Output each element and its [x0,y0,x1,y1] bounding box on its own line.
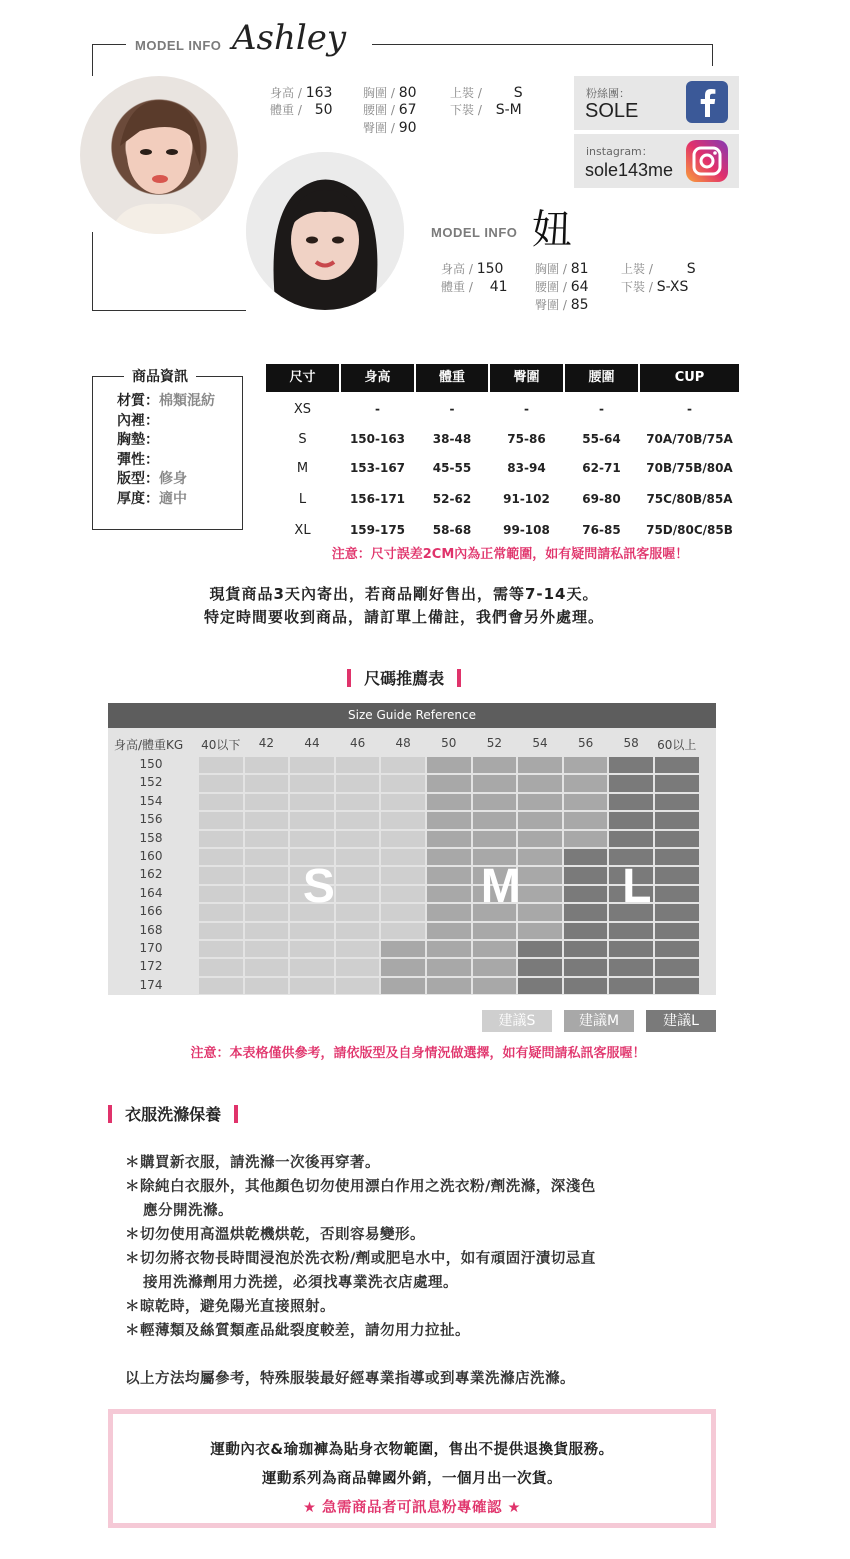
grid-cell-s [381,886,425,902]
weight-header: 52 [486,736,503,750]
guide-table [108,728,716,995]
grid-cell-s [336,831,380,847]
weight-header: 44 [304,736,320,750]
grid-cell-l [655,923,699,939]
height-label: 166 [139,904,163,919]
grid-cell-s [290,831,334,847]
title-bar-left [108,1105,112,1123]
grid-cell-l [518,978,562,994]
weight-header: 60以上 [657,738,697,752]
height-label: 174 [139,977,163,992]
grid-cell-m [518,849,562,865]
shipping-info [0,583,808,629]
model2-stat-hip: 臀圍 / 85 [535,297,589,313]
fb-name: SOLE [585,100,639,122]
fb-label: 粉絲團： [586,87,630,100]
instagram-box[interactable] [574,134,739,188]
grid-cell-m [427,812,471,828]
grid-cell-l [655,775,699,791]
model2-stat-bust: 胸圍 / 81 [535,261,589,277]
grid-cell-m [427,867,471,883]
size-cell: 69-80 [582,492,621,506]
grid-cell-m [381,978,425,994]
size-cell: 99-108 [503,523,550,537]
grid-cell-l [655,831,699,847]
grid-cell-s [290,794,334,810]
care-item: 接用洗滌劑用力洗搓，必須找專業洗衣店處理。 [143,1275,458,1291]
grid-cell-s [336,775,380,791]
grid-cell-l [655,757,699,773]
grid-cell-s [199,812,243,828]
model1-label: MODEL INFO [135,38,222,53]
grid-cell-s [245,959,289,975]
notice-line-3: ★ 急需商品者可訊息粉專確認 ★ [302,1500,522,1516]
size-cell: 159-175 [349,523,406,537]
size-table-header [266,364,739,392]
grid-cell-s [290,978,334,994]
model2-stat-weight: 體重 / 41 [441,279,508,295]
title-bar-right [457,669,461,687]
grid-cell-m [564,831,608,847]
height-label: 172 [139,959,163,974]
legend-m: 建議M [564,1010,634,1032]
ig-label: instagram： [586,145,653,158]
grid-cell-s [199,923,243,939]
size-cell: 45-55 [432,461,472,475]
grid-cell-m [427,978,471,994]
model1-name: Ashley [232,18,347,58]
grid-cell-s [199,849,243,865]
grid-cell-l [655,959,699,975]
grid-cell-l [564,923,608,939]
grid-cell-s [199,959,243,975]
product-row-elasticity: 彈性： [117,451,159,468]
height-label: 154 [139,793,163,808]
shipping-line-2: 特定時間要收到商品，請訂單上備註，我們會另外處理。 [203,608,604,626]
size-cell: - [375,402,380,416]
size-cell: - [599,402,604,416]
care-item: ＊除純白衣服外，其他顏色切勿使用漂白作用之洗衣粉/劑洗滌，深淺色 [125,1179,596,1195]
frame-line [92,232,93,310]
size-cell: 75C/80B/85A [646,492,733,506]
grid-cell-m [518,775,562,791]
grid-cell-m [473,757,517,773]
grid-cell-s [336,904,380,920]
grid-cell-m [564,794,608,810]
grid-cell-s [381,923,425,939]
grid-cell-s [381,812,425,828]
grid-cell-l [655,978,699,994]
size-note: 注意：尺寸誤差2CM內為正常範圍，如有疑問請私訊客服喔！ [331,547,689,562]
grid-cell-l [609,794,653,810]
height-label: 152 [139,775,163,790]
grid-cell-l [564,959,608,975]
weight-header: 58 [623,736,639,750]
size-cell: - [524,402,529,416]
guide-note: 注意：本表格僅供參考，請依版型及自身情況做選擇，如有疑問請私訊客服喔！ [190,1046,646,1061]
grid-cell-l [518,959,562,975]
grid-cell-s [381,794,425,810]
grid-cell-m [427,886,471,902]
grid-cell-l [609,959,653,975]
notice-line-1: 運動內衣&瑜珈褲為貼身衣物範圍，售出不提供退換貨服務。 [210,1442,614,1458]
model1-stat-waist: 腰圍 / 67 [363,102,417,118]
grid-cell-m [427,831,471,847]
grid-cell-s [336,978,380,994]
grid-cell-s [199,794,243,810]
grid-cell-s [381,757,425,773]
height-label: 150 [139,757,163,771]
size-cell: 62-71 [582,461,621,475]
model1-stat-height: 身高 / 163 [270,85,333,101]
grid-cell-s [199,757,243,773]
grid-cell-l [564,904,608,920]
grid-cell-m [427,849,471,865]
grid-cell-m [518,831,562,847]
grid-cell-s [245,978,289,994]
size-cell: XS [293,402,312,417]
grid-cell-s [381,904,425,920]
grid-cell-m [381,941,425,957]
grid-cell-l [564,941,608,957]
grid-cell-m [427,923,471,939]
grid-cell-s [245,775,289,791]
size-cell: 150-163 [349,432,406,446]
model2-stat-waist: 腰圍 / 64 [535,279,589,295]
grid-cell-s [336,849,380,865]
grid-cell-s [245,867,289,883]
zone-label-l: L [622,860,654,914]
grid-cell-m [427,794,471,810]
product-info-list [117,392,215,509]
care-item: ＊切勿使用高溫烘乾機烘乾，否則容易變形。 [125,1227,425,1243]
weight-header: 54 [532,736,548,750]
grid-cell-s [381,867,425,883]
product-row-padding: 胸墊： [117,432,159,448]
grid-cell-l [609,757,653,773]
grid-cell-m [473,941,517,957]
size-table [266,364,739,538]
grid-cell-m [427,775,471,791]
grid-cell-m [427,904,471,920]
grid-cell-s [290,959,334,975]
grid-cell-s [245,904,289,920]
weight-header: 56 [577,736,594,750]
grid-cell-s [381,831,425,847]
weight-header: 46 [349,736,366,750]
care-item: 應分開洗滌。 [143,1203,233,1219]
size-cell: 38-48 [432,432,472,446]
size-cell: 52-62 [432,492,472,506]
grid-cell-m [381,959,425,975]
size-header: 腰圍 [565,364,638,392]
model2-label: MODEL INFO [431,225,518,240]
care-item: ＊購買新衣服，請洗滌一次後再穿著。 [125,1155,380,1171]
grid-cell-s [336,757,380,773]
grid-cell-l [564,978,608,994]
size-cell: 55-64 [582,432,621,446]
grid-cell-s [199,904,243,920]
grid-cell-s [381,849,425,865]
grid-cell-s [336,794,380,810]
grid-cell-l [655,941,699,957]
zone-label-m: M [480,860,523,914]
shipping-line-1: 現貨商品3天內寄出，若商品剛好售出，需等7-14天。 [209,585,599,603]
size-cell: - [449,402,455,416]
grid-cell-l [655,867,699,883]
grid-cell-s [290,812,334,828]
weight-header: 48 [395,736,411,750]
grid-cell-m [518,904,562,920]
grid-cell-s [199,775,243,791]
grid-cell-s [336,923,380,939]
ig-name: sole143me [585,160,674,180]
frame-line [372,44,713,45]
size-cell: 58-68 [432,523,472,537]
notice-line-2: 運動系列為商品韓國外銷，一個月出一次貨。 [262,1471,562,1487]
size-cell: 75-86 [507,432,546,446]
grid-cell-l [655,886,699,902]
grid-cell-m [473,978,517,994]
size-cell: 70B/75B/80A [646,461,733,475]
size-cell: M [296,461,309,476]
grid-cell-m [518,757,562,773]
grid-cell-s [290,941,334,957]
weight-header: 40以下 [201,738,241,752]
grid-cell-l [564,886,608,902]
grid-cell-s [199,886,243,902]
model1-stat-top: 上裝 / S [450,85,523,101]
weight-header: 42 [258,736,275,750]
size-header: 體重 [416,364,488,392]
grid-cell-s [290,923,334,939]
grid-cell-m [564,812,608,828]
height-label: 164 [139,885,163,900]
legend-s: 建議S [482,1010,552,1032]
height-label: 156 [139,812,163,827]
size-cell: 83-94 [507,461,546,475]
size-cell: XL [294,523,311,538]
size-cell: 76-85 [582,523,621,537]
zone-label-s: S [302,860,337,914]
grid-cell-m [473,812,517,828]
grid-cell-l [655,849,699,865]
grid-cell-s [245,831,289,847]
care-footer: 以上方法均屬參考，特殊服裝最好經專業指導或到專業洗滌店洗滌。 [125,1371,575,1387]
size-header: 尺寸 [266,364,339,392]
model1-avatar [80,76,238,234]
size-cell: 91-102 [503,492,550,506]
instagram-icon[interactable] [686,140,728,182]
frame-line [92,44,126,45]
grid-cell-m [518,923,562,939]
grid-cell-m [427,941,471,957]
grid-cell-l [564,867,608,883]
grid-cell-m [518,867,562,883]
size-cell: 75D/80C/85B [646,523,733,537]
height-label: 160 [139,849,163,863]
size-cell: - [687,402,692,416]
grid-cell-m [518,794,562,810]
grid-cell-l [655,904,699,920]
grid-cell-m [518,812,562,828]
grid-cell-s [336,812,380,828]
size-cell: 153-167 [349,461,406,475]
grid-cell-m [473,831,517,847]
grid-cell-s [245,849,289,865]
facebook-box[interactable] [574,76,739,130]
grid-cell-m [473,794,517,810]
model2-stat-bottom: 下裝 / S-XS [621,279,689,295]
grid-cell-l [609,775,653,791]
frame-line [712,44,713,66]
notice-box [108,1409,716,1528]
grid-cell-l [518,941,562,957]
grid-cell-s [199,867,243,883]
grid-cell-m [427,757,471,773]
grid-cell-s [245,923,289,939]
grid-cell-s [336,941,380,957]
title-bar-right [234,1105,238,1123]
grid-cell-s [245,886,289,902]
guide-section-title: 尺碼推薦表 [347,666,461,689]
product-info-title: 商品資訊 [124,366,196,386]
size-cell: S [298,432,307,447]
guide-corner-label: 身高/體重KG [114,738,184,752]
grid-cell-m [427,959,471,975]
grid-cell-m [473,775,517,791]
grid-cell-s [199,978,243,994]
model2-avatar [246,152,404,310]
model1-stat-bust: 胸圍 / 80 [363,85,417,101]
grid-cell-s [245,794,289,810]
size-cell: 70A/70B/75A [646,432,733,446]
grid-cell-l [609,978,653,994]
size-header: 臀圍 [490,364,563,392]
model2-stat-top: 上裝 / S [621,261,696,277]
product-row-lining: 內裡： [117,412,159,429]
grid-cell-m [564,757,608,773]
frame-line [92,44,93,76]
grid-cell-s [336,867,380,883]
product-row-fit: 版型：修身 [117,471,187,487]
model2-name: 妞 [532,207,572,253]
grid-cell-l [564,849,608,865]
size-header: CUP [640,364,739,392]
guide-header: Size Guide Reference [108,703,716,728]
grid-cell-s [199,941,243,957]
weight-header: 50 [441,736,457,750]
model1-stat-hip: 臀圍 / 90 [363,120,417,136]
grid-cell-s [290,775,334,791]
height-label: 170 [139,941,163,955]
grid-cell-l [609,941,653,957]
care-list [125,1151,596,1343]
product-row-material: 材質：棉類混紡 [117,393,215,409]
height-label: 168 [139,922,163,937]
care-item: ＊切勿將衣物長時間浸泡於洗衣粉/劑或肥皂水中，如有頑固汙漬切忌直 [125,1251,596,1267]
grid-cell-m [564,775,608,791]
size-cell: L [298,492,307,507]
size-cell: 156-171 [349,492,406,506]
grid-cell-s [290,757,334,773]
grid-cell-l [655,794,699,810]
grid-cell-s [199,831,243,847]
grid-cell-l [609,812,653,828]
height-label: 162 [139,867,163,882]
grid-cell-l [609,923,653,939]
grid-cell-l [655,812,699,828]
height-label: 158 [139,830,163,845]
model2-stat-height: 身高 / 150 [441,261,504,277]
model1-stat-weight: 體重 / 50 [270,102,333,118]
grid-cell-m [518,886,562,902]
care-item: ＊晾乾時，避免陽光直接照射。 [125,1299,335,1315]
care-item: ＊輕薄類及絲質類產品紕裂度較差，請勿用力拉扯。 [125,1323,470,1339]
grid-cell-m [473,959,517,975]
legend-l: 建議L [646,1010,716,1032]
grid-cell-l [609,831,653,847]
grid-cell-s [336,959,380,975]
title-bar-left [347,669,351,687]
grid-cell-s [381,775,425,791]
product-row-thickness: 厚度：適中 [117,490,187,507]
model1-stat-bottom: 下裝 / S-M [450,102,522,118]
frame-line [92,310,246,311]
facebook-icon[interactable] [686,81,728,123]
grid-cell-s [245,812,289,828]
grid-cell-s [245,757,289,773]
size-header: 身高 [341,364,414,392]
grid-cell-s [336,886,380,902]
care-section-title: 衣服洗滌保養 [108,1102,238,1125]
grid-cell-m [473,923,517,939]
grid-cell-s [245,941,289,957]
